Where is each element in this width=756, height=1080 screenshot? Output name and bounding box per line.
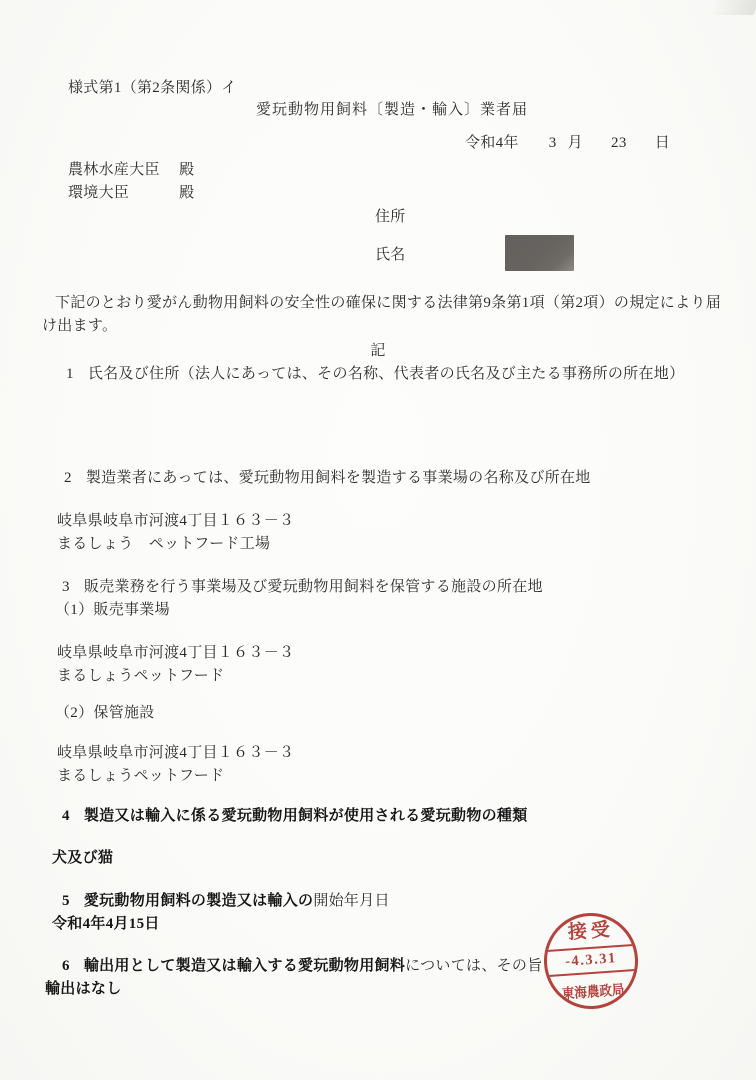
intro-paragraph-line1: 下記のとおり愛がん動物用飼料の安全性の確保に関する法律第9条第1項（第2項）の規定により届 [55,295,722,311]
item-2-address-line1: 岐阜県岐阜市河渡4丁目１６３－３ [57,513,295,529]
stamp-office-name: 東海農政局 [561,981,625,1002]
redacted-name-box [505,235,574,271]
item-heading-text: 製造又は輸入に係る愛玩動物用飼料が使用される愛玩動物の種類 [83,808,528,824]
item-heading-bold: 輸出用として製造又は輸入する愛玩動物用飼料 [83,958,406,974]
name-label: 氏名 [375,247,406,263]
item-number: 6 [62,958,70,974]
item-4-heading [62,806,528,826]
item-5-heading [62,891,390,911]
item-number: 3 [62,579,70,595]
item-number: 4 [62,808,70,824]
section-marker: 記 [370,343,386,359]
item-3-sub2-address-line1: 岐阜県岐阜市河渡4丁目１６３－３ [57,745,295,761]
submission-date [465,133,670,153]
date-era-year: 令和4年 [465,135,519,151]
scan-artifact [708,0,756,15]
address-label: 住所 [375,209,406,225]
item-4-value: 犬及び猫 [52,850,114,866]
item-3-sub1-address-line2: まるしょうペットフード [57,668,225,684]
item-number: 2 [64,470,72,486]
date-day: 23 [611,135,627,151]
item-1-heading [66,364,684,384]
stamp-received-label: 接受 [567,919,615,944]
item-number: 5 [62,893,70,909]
item-heading-rest: については、その旨 [405,958,543,974]
date-day-unit: 日 [654,135,670,151]
item-6-heading [62,956,543,976]
item-heading-text: 製造業者にあっては、愛玩動物用飼料を製造する事業場の名称及び所在地 [85,470,591,486]
addressee-environment-minister [68,183,194,203]
item-2-heading [64,468,591,488]
date-month-unit: 月 [567,135,583,151]
form-code: 様式第1（第2条関係）イ [68,80,237,96]
item-3-sub1-label: （1）販売事業場 [55,602,170,618]
addressee-agriculture-minister [68,160,194,180]
stamp-date: -4.3.31 [541,944,641,978]
item-heading-text: 販売業務を行う事業場及び愛玩動物用飼料を保管する施設の所在地 [83,579,543,595]
document-title: 愛玩動物用飼料〔製造・輸入〕業者届 [255,102,528,118]
item-2-address-line2: まるしょう ペットフード工場 [57,536,271,552]
honorific: 殿 [179,185,195,201]
item-3-sub2-address-line2: まるしょうペットフード [57,768,225,784]
item-3-sub1-address-line1: 岐阜県岐阜市河渡4丁目１６３－３ [57,645,295,661]
receipt-stamp [541,910,641,1012]
item-5-value: 令和4年4月15日 [52,916,160,932]
date-month: 3 [548,135,557,151]
item-number: 1 [66,366,74,382]
addressee-name: 農林水産大臣 [68,162,160,178]
item-heading-bold: 愛玩動物用飼料の製造又は輸入の [83,893,314,909]
intro-paragraph-line2: け出ます。 [42,318,118,334]
item-3-sub2-label: （2）保管施設 [55,705,155,721]
addressee-name: 環境大臣 [68,185,130,201]
honorific: 殿 [179,162,195,178]
item-heading-text: 氏名及び住所（法人にあっては、その名称、代表者の氏名及び主たる事務所の所在地） [87,366,685,382]
item-6-value: 輸出はなし [45,981,122,997]
item-heading-rest: 開始年月日 [313,893,390,909]
item-3-heading [62,577,543,597]
